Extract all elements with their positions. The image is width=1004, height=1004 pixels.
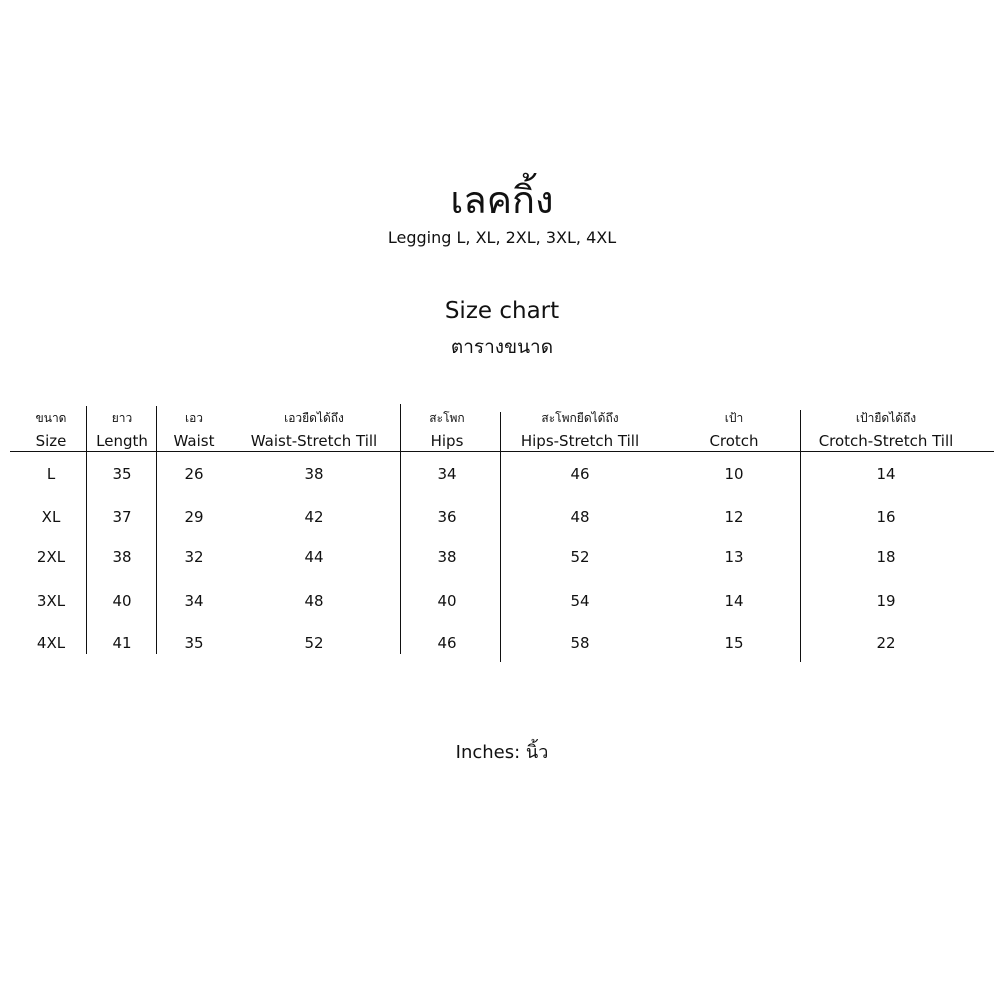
size-label-cell: 2XL <box>36 548 66 566</box>
table-cell: 42 <box>304 508 324 526</box>
column-header: Crotch <box>709 432 759 450</box>
column-header-thai: เป้า <box>724 411 744 425</box>
table-cell: 41 <box>112 634 132 652</box>
table-cell: 10 <box>724 465 744 483</box>
table-cell: 40 <box>112 592 132 610</box>
unit-footnote: Inches: นิ้ว <box>455 742 549 763</box>
table-cell: 46 <box>437 634 457 652</box>
column-header-thai: เอวยืดได้ถึง <box>284 411 344 425</box>
table-cell: 16 <box>876 508 896 526</box>
column-header: Crotch-Stretch Till <box>818 432 954 450</box>
table-cell: 35 <box>184 634 204 652</box>
column-divider <box>500 412 501 662</box>
product-subtitle: Legging L, XL, 2XL, 3XL, 4XL <box>387 228 617 247</box>
table-cell: 46 <box>570 465 590 483</box>
table-cell: 35 <box>112 465 132 483</box>
table-cell: 34 <box>184 592 204 610</box>
column-divider <box>156 406 157 654</box>
table-cell: 14 <box>724 592 744 610</box>
table-cell: 32 <box>184 548 204 566</box>
size-chart-table <box>10 404 994 664</box>
product-title-thai: เลคกิ้ง <box>450 178 554 222</box>
table-cell: 15 <box>724 634 744 652</box>
table-cell: 38 <box>112 548 132 566</box>
column-header: Length <box>96 432 148 450</box>
column-header-thai: เป้ายืดได้ถึง <box>855 411 917 425</box>
column-header-thai: สะโพก <box>429 411 465 425</box>
table-cell: 26 <box>184 465 204 483</box>
column-header: Waist <box>173 432 215 450</box>
table-cell: 37 <box>112 508 132 526</box>
column-divider <box>400 404 401 654</box>
column-header: Waist-Stretch Till <box>250 432 378 450</box>
column-header: Hips-Stretch Till <box>520 432 640 450</box>
table-cell: 29 <box>184 508 204 526</box>
table-cell: 48 <box>304 592 324 610</box>
table-cell: 40 <box>437 592 457 610</box>
column-header-thai: ยาว <box>111 411 133 425</box>
table-cell: 13 <box>724 548 744 566</box>
column-header: Size <box>35 432 67 450</box>
table-cell: 38 <box>437 548 457 566</box>
size-label-cell: XL <box>41 508 61 526</box>
table-cell: 52 <box>570 548 590 566</box>
table-cell: 48 <box>570 508 590 526</box>
table-cell: 36 <box>437 508 457 526</box>
header-divider <box>10 451 994 452</box>
size-label-cell: L <box>46 465 56 483</box>
table-cell: 19 <box>876 592 896 610</box>
column-header-thai: สะโพกยืดได้ถึง <box>541 411 619 425</box>
table-cell: 12 <box>724 508 744 526</box>
table-cell: 52 <box>304 634 324 652</box>
column-divider <box>86 406 87 654</box>
table-cell: 18 <box>876 548 896 566</box>
size-label-cell: 3XL <box>36 592 66 610</box>
table-cell: 34 <box>437 465 457 483</box>
table-cell: 14 <box>876 465 896 483</box>
size-chart-heading-thai: ตารางขนาด <box>450 336 554 358</box>
table-cell: 44 <box>304 548 324 566</box>
table-cell: 54 <box>570 592 590 610</box>
size-chart-heading: Size chart <box>444 298 560 324</box>
table-cell: 38 <box>304 465 324 483</box>
size-label-cell: 4XL <box>36 634 66 652</box>
column-header: Hips <box>430 432 464 450</box>
column-header-thai: เอว <box>184 411 204 425</box>
table-cell: 58 <box>570 634 590 652</box>
column-divider <box>800 410 801 662</box>
table-cell: 22 <box>876 634 896 652</box>
column-header-thai: ขนาด <box>35 411 67 425</box>
